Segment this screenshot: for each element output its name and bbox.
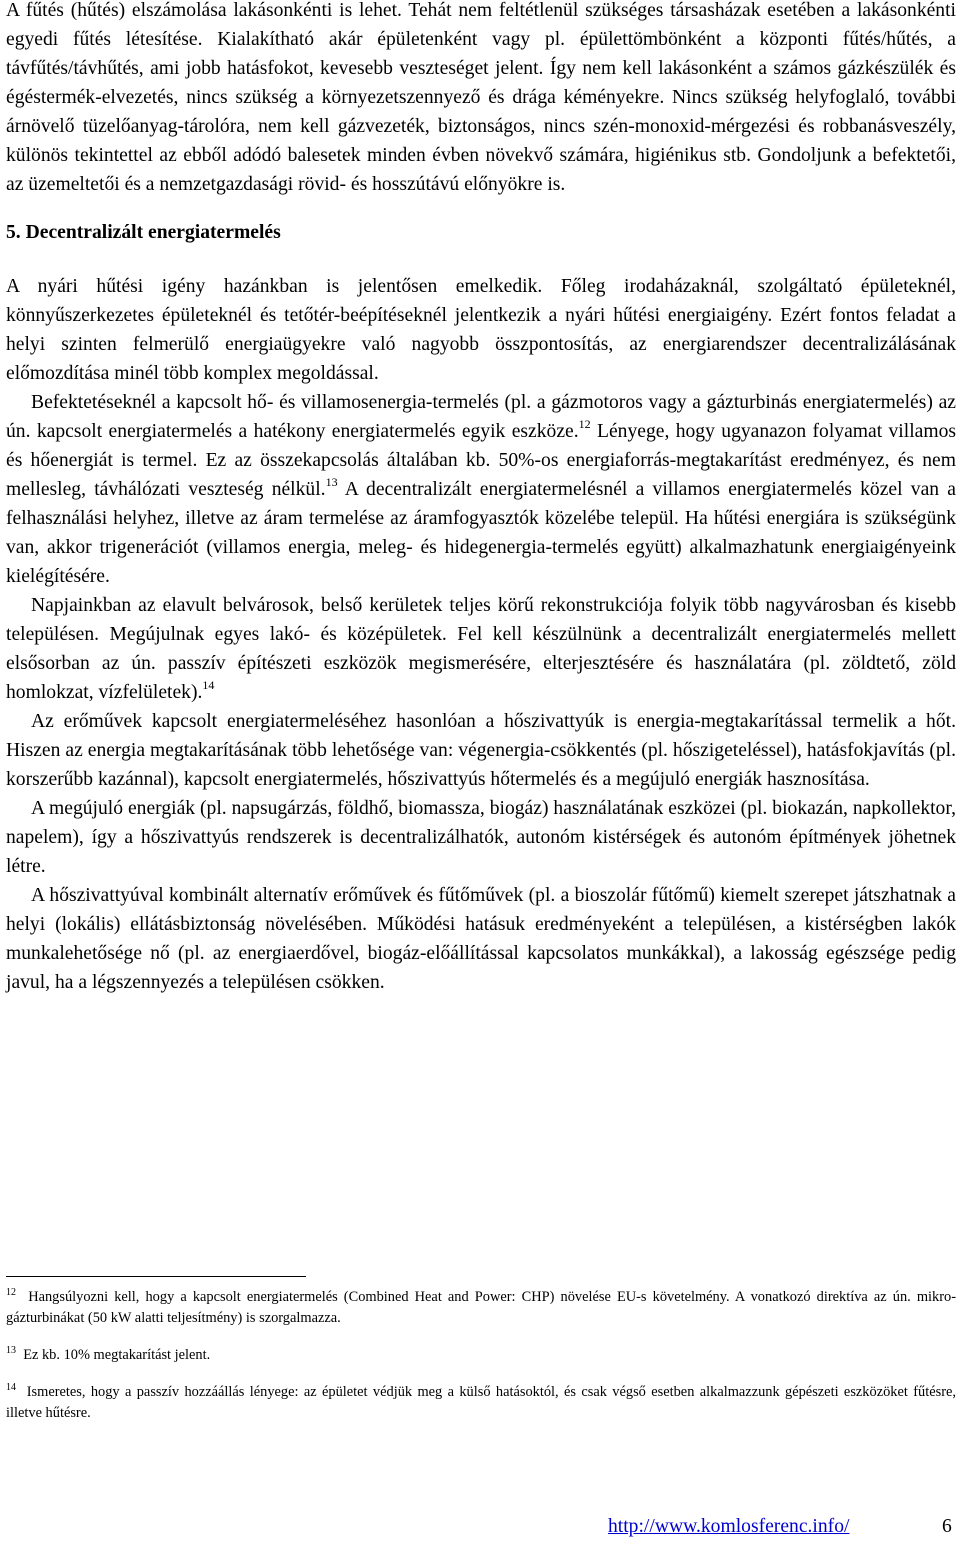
paragraph-cogeneration xyxy=(6,388,956,591)
paragraph-heating-billing: A fűtés (hűtés) elszámolása lakásonkénti is lehet. Tehát nem feltétlenül szükséges társasházak esetében a lakásonkénti egyedi fűtés létesítése. Kialakítható akár épületenként vagy pl. épülettömbönként a központi fűtés/hűtés, a távfűtés/távhűtés, ami jobb hatásfokot, kevesebb veszteséget jelent. Így nem kell lakásonként a számos gázkészülék és égéstermék-elvezetés, nincs szükség a környezetszennyező és drága kéményekre. Nincs szükség helyfoglaló, további árnövelő tüzelőanyag-tárolóra, nem kell gázvezeték, biztonságos, nincs szén-monoxid-mérgezési és robbanásveszély, különös tekintettel az ebből adódó balesetek minden évben növekvő számára, higiénikus stb. Gondoljunk a befektetői, az üzemeltetői és a nemzetgazdasági rövid- és hosszútávú előnyökre is. xyxy=(6,0,956,195)
page-body xyxy=(6,0,956,997)
paragraph-reconstruction xyxy=(6,591,956,707)
paragraph-summer-cooling: A nyári hűtési igény hazánkban is jelentősen emelkedik. Főleg irodaházaknál, szolgáltató épületeknél, könnyűszerkezetes épületeknél és tetőtér-beépítéseknél jelentkezik a nyári hűtési energiaigény. Ezért fontos feladat a helyi szinten felmerülő energiaügyekre való nagyobb összpontosítás, az energiarendszer decentralizálásának előmozdítása minél több komplex megoldással. xyxy=(6,276,956,384)
paragraph-text: A decentralizált energiatermelésnél a villamos energiatermelés közel van a felhasználási helyhez, illetve az áram termelése az áramfogyasztók közelébe települ. Ha hűtési energiára is szükségünk van, akkor trigenerációt (villamos energia, meleg- és hidegenergia-termelés együtt) alkalmazhatunk energiaigényeink kielégítésére. xyxy=(6,479,957,587)
footnote-text: Ez kb. 10% megtakarítást jelent. xyxy=(23,1347,211,1363)
paragraph-text: Lényege, hogy ugyanazon folyamat villamos és hőenergiát is termel. Ez az összekapcsolás általában kb. 50%-os energiaforrás-megtakarítást eredményez, és nem mellesleg, távhálózati veszteség nélkül. xyxy=(6,421,956,500)
footnote-text: Ismeretes, hogy a passzív hozzáállás lényege: az épületet védjük meg a külső hatásoktól, és csak végső esetben alkalmazzunk gépészeti eszközöket fűtésre, illetve hűtésre. xyxy=(6,1384,956,1421)
footnote-text: Hangsúlyozni kell, hogy a kapcsolt energiatermelés (Combined Heat and Power: CHP) növelése EU-s követelmény. A vonatkozó direktíva az ún. mikro-gázturbinákat (50 kW alatti teljesítmény) is szorgalmazza. xyxy=(6,1289,956,1326)
footnote-number: 12 xyxy=(6,1287,16,1298)
paragraph-text: Napjainkban az elavult belvárosok, belső kerületek teljes körű rekonstrukciója folyik több nagyvárosban és kisebb településen. Megújulnak egyes lakó- és középületek. Fel kell készülnünk a decentralizált energiatermelés mellett elsősorban az ún. passzív építészeti eszközök megismerésére, elterjesztésére és használatára (pl. zöldtető, zöld homlokzat, vízfelületek). xyxy=(6,595,956,703)
footnote-separator xyxy=(6,1276,306,1277)
page-number: 6 xyxy=(942,1516,952,1537)
footnote-ref-14[interactable]: 14 xyxy=(202,678,215,692)
section-heading: 5. Decentralizált energiatermelés xyxy=(6,222,281,243)
paragraph-heat-pumps: Az erőművek kapcsolt energiatermeléséhez hasonlóan a hőszivattyúk is energia-megtakarítással termelik a hőt. Hiszen az energia megtakarításának több lehetősége van: végenergia-csökkentés (pl. hőszigeteléssel), hatásfokjavítás (pl. korszerűbb kazánnal), kapcsolt energiatermelés, hőszivattyús hőtermelés és a megújuló energiák hasznosítása. xyxy=(6,711,956,790)
footnote-ref-13[interactable]: 13 xyxy=(325,475,338,489)
footnote-14 xyxy=(6,1382,956,1424)
paragraph-alternative-plants: A hőszivattyúval kombinált alternatív erőművek és fűtőművek (pl. a bioszolár fűtőmű) kiemelt szerepet játszhatnak a helyi (lokális) ellátásbiztonság növelésében. Működési hatásuk eredményeként a településen, a kistérségben lakók munkalehetősége nő (pl. az energiaerdővel, biogáz-előállítással kapcsolatos munkákkal), a lakosság egészsége pedig javul, ha a légszennyezés a településen csökken. xyxy=(6,885,956,993)
paragraph-renewables: A megújuló energiák (pl. napsugárzás, földhő, biomassza, biogáz) használatának eszközei (pl. biokazán, napkollektor, napelem), így a hőszivattyús rendszerek is decentralizálhatók, autonóm kistérségek és autonóm építmények jöhetnek létre. xyxy=(6,798,956,877)
footnote-13 xyxy=(6,1345,956,1366)
footnote-12 xyxy=(6,1287,956,1329)
footnotes xyxy=(6,1287,956,1440)
website-link[interactable]: http://www.komlosferenc.info/ xyxy=(608,1516,850,1537)
footnote-number: 14 xyxy=(6,1382,16,1393)
footnote-ref-12[interactable]: 12 xyxy=(578,417,591,431)
paragraph-text: Befektetéseknél a kapcsolt hő- és villamosenergia-termelés (pl. a gázmotoros vagy a gázturbinás energiatermelés) az ún. kapcsolt energiatermelés a hatékony energiatermelés egyik eszköze. xyxy=(6,392,956,442)
footnote-number: 13 xyxy=(6,1345,16,1356)
page-footer xyxy=(0,1516,960,1541)
